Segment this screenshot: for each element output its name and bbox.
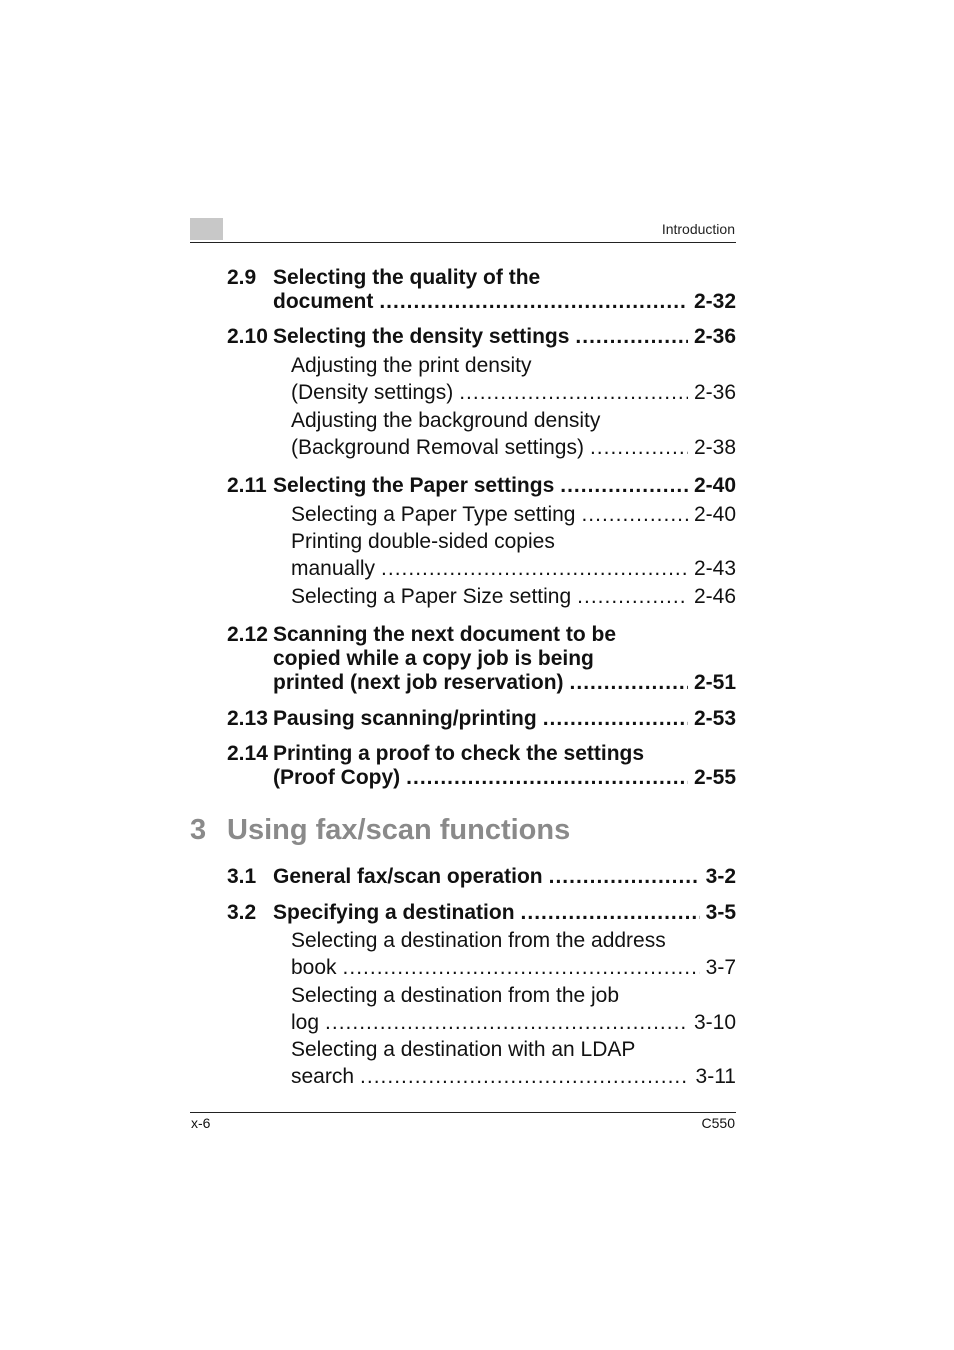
toc-page: 2-46 [693,585,736,608]
dot-leader [575,325,688,349]
toc-page: 2-40 [693,503,736,526]
toc-number: 3.1 [227,865,257,888]
toc-title: Selecting the quality of the [273,266,541,289]
toc-sub-title: Printing double-sided copies [291,530,555,553]
toc-sub-job-log[interactable] [291,982,736,1036]
toc-title: Printing a proof to check the settings [273,742,645,765]
dot-leader [570,671,688,695]
toc-leader-line [273,325,736,349]
toc-sub-title: Adjusting the background density [291,409,601,432]
toc-leader-line [291,379,736,406]
toc-title: Selecting the Paper settings [273,474,555,497]
toc-sub-paper-size[interactable] [291,583,736,610]
toc-title-cont: document [273,290,374,313]
toc-number: 2.9 [227,266,257,289]
toc-sub-title-cont: manually [291,557,376,580]
toc-page: 2-51 [693,671,736,694]
dot-leader [543,707,688,731]
dot-leader [590,434,688,461]
toc-title: General fax/scan operation [273,865,543,888]
chapter-heading[interactable] [190,814,570,847]
toc-page: 2-43 [693,557,736,580]
toc-sub-title: Selecting a destination with an LDAP [291,1038,636,1061]
toc-page: 3-11 [695,1065,736,1088]
toc-sub-double-sided[interactable] [291,528,736,582]
toc-title: Scanning the next document to be [273,623,617,646]
toc-title-cont: (Proof Copy) [273,766,401,789]
dot-leader [379,290,688,314]
toc-page: 2-40 [693,474,736,497]
dot-leader [577,583,688,610]
dot-leader [325,1009,688,1036]
model-name: C550 [701,1115,735,1131]
toc-sub-paper-type[interactable] [291,501,736,528]
toc-leader-line [273,865,736,889]
toc-sub-print-density[interactable] [291,352,736,406]
dot-leader [560,474,688,498]
toc-page: 2-36 [693,381,736,404]
toc-leader-line [273,474,736,498]
dot-leader [343,954,700,981]
toc-leader-line [291,555,736,582]
toc-title-cont: printed (next job reservation) [273,671,564,694]
page-number: x-6 [191,1115,211,1131]
toc-title: Selecting the density settings [273,325,570,348]
toc-title: Specifying a destination [273,901,515,924]
header-rule [190,242,736,243]
dot-leader [406,766,688,790]
toc-leader-line [291,434,736,461]
chapter-number: 3 [190,814,207,846]
toc-number: 2.11 [227,474,267,497]
toc-sub-title-cont: search [291,1065,355,1088]
toc-page: 2-38 [693,436,736,459]
toc-leader-line [291,1063,736,1090]
footer-rule [190,1112,736,1113]
toc-page: 2-53 [693,707,736,730]
running-header: Introduction [661,221,735,237]
toc-leader-line [291,583,736,610]
toc-number: 2.14 [227,742,268,765]
toc-sub-title-cont: (Background Removal settings) [291,436,584,459]
toc-sub-title: Selecting a destination from the job [291,984,620,1007]
toc-sub-title: Selecting a destination from the address [291,929,666,952]
toc-sub-title-cont: log [291,1011,320,1034]
toc-sub-title-cont: (Density settings) [291,381,454,404]
dot-leader [581,501,688,528]
toc-page: 2-55 [693,766,736,789]
toc-page: 3-2 [705,865,736,888]
toc-number: 2.12 [227,623,268,646]
dot-leader [549,865,700,889]
toc-leader-line [273,671,736,695]
toc-leader-line [273,766,736,790]
toc-page: 2-32 [693,290,736,313]
dot-leader [521,901,700,925]
toc-sub-address-book[interactable] [291,927,736,981]
toc-page: 3-5 [705,901,736,924]
dot-leader [459,379,688,406]
toc-sub-ldap-search[interactable] [291,1036,736,1090]
toc-sub-title-cont: book [291,956,337,979]
toc-leader-line [291,501,736,528]
toc-number: 3.2 [227,901,257,924]
toc-sub-title: Selecting a Paper Type setting [291,503,576,526]
toc-title-cont: copied while a copy job is being [273,647,594,670]
toc-leader-line [291,1009,736,1036]
header-tab-block [190,218,223,240]
toc-leader-line [273,901,736,925]
chapter-title: Using fax/scan functions [227,814,571,846]
toc-page: 3-10 [693,1011,736,1034]
toc-number: 2.10 [227,325,268,348]
toc-title: Pausing scanning/printing [273,707,537,730]
toc-sub-title: Selecting a Paper Size setting [291,585,572,608]
toc-leader-line [291,954,736,981]
dot-leader [360,1063,689,1090]
toc-page: 2-36 [693,325,736,348]
toc-number: 2.13 [227,707,268,730]
toc-leader-line [273,707,736,731]
dot-leader [381,555,688,582]
toc-page: 3-7 [705,956,736,979]
toc-leader-line [273,290,736,314]
toc-sub-title: Adjusting the print density [291,354,532,377]
toc-sub-background-density[interactable] [291,407,736,461]
